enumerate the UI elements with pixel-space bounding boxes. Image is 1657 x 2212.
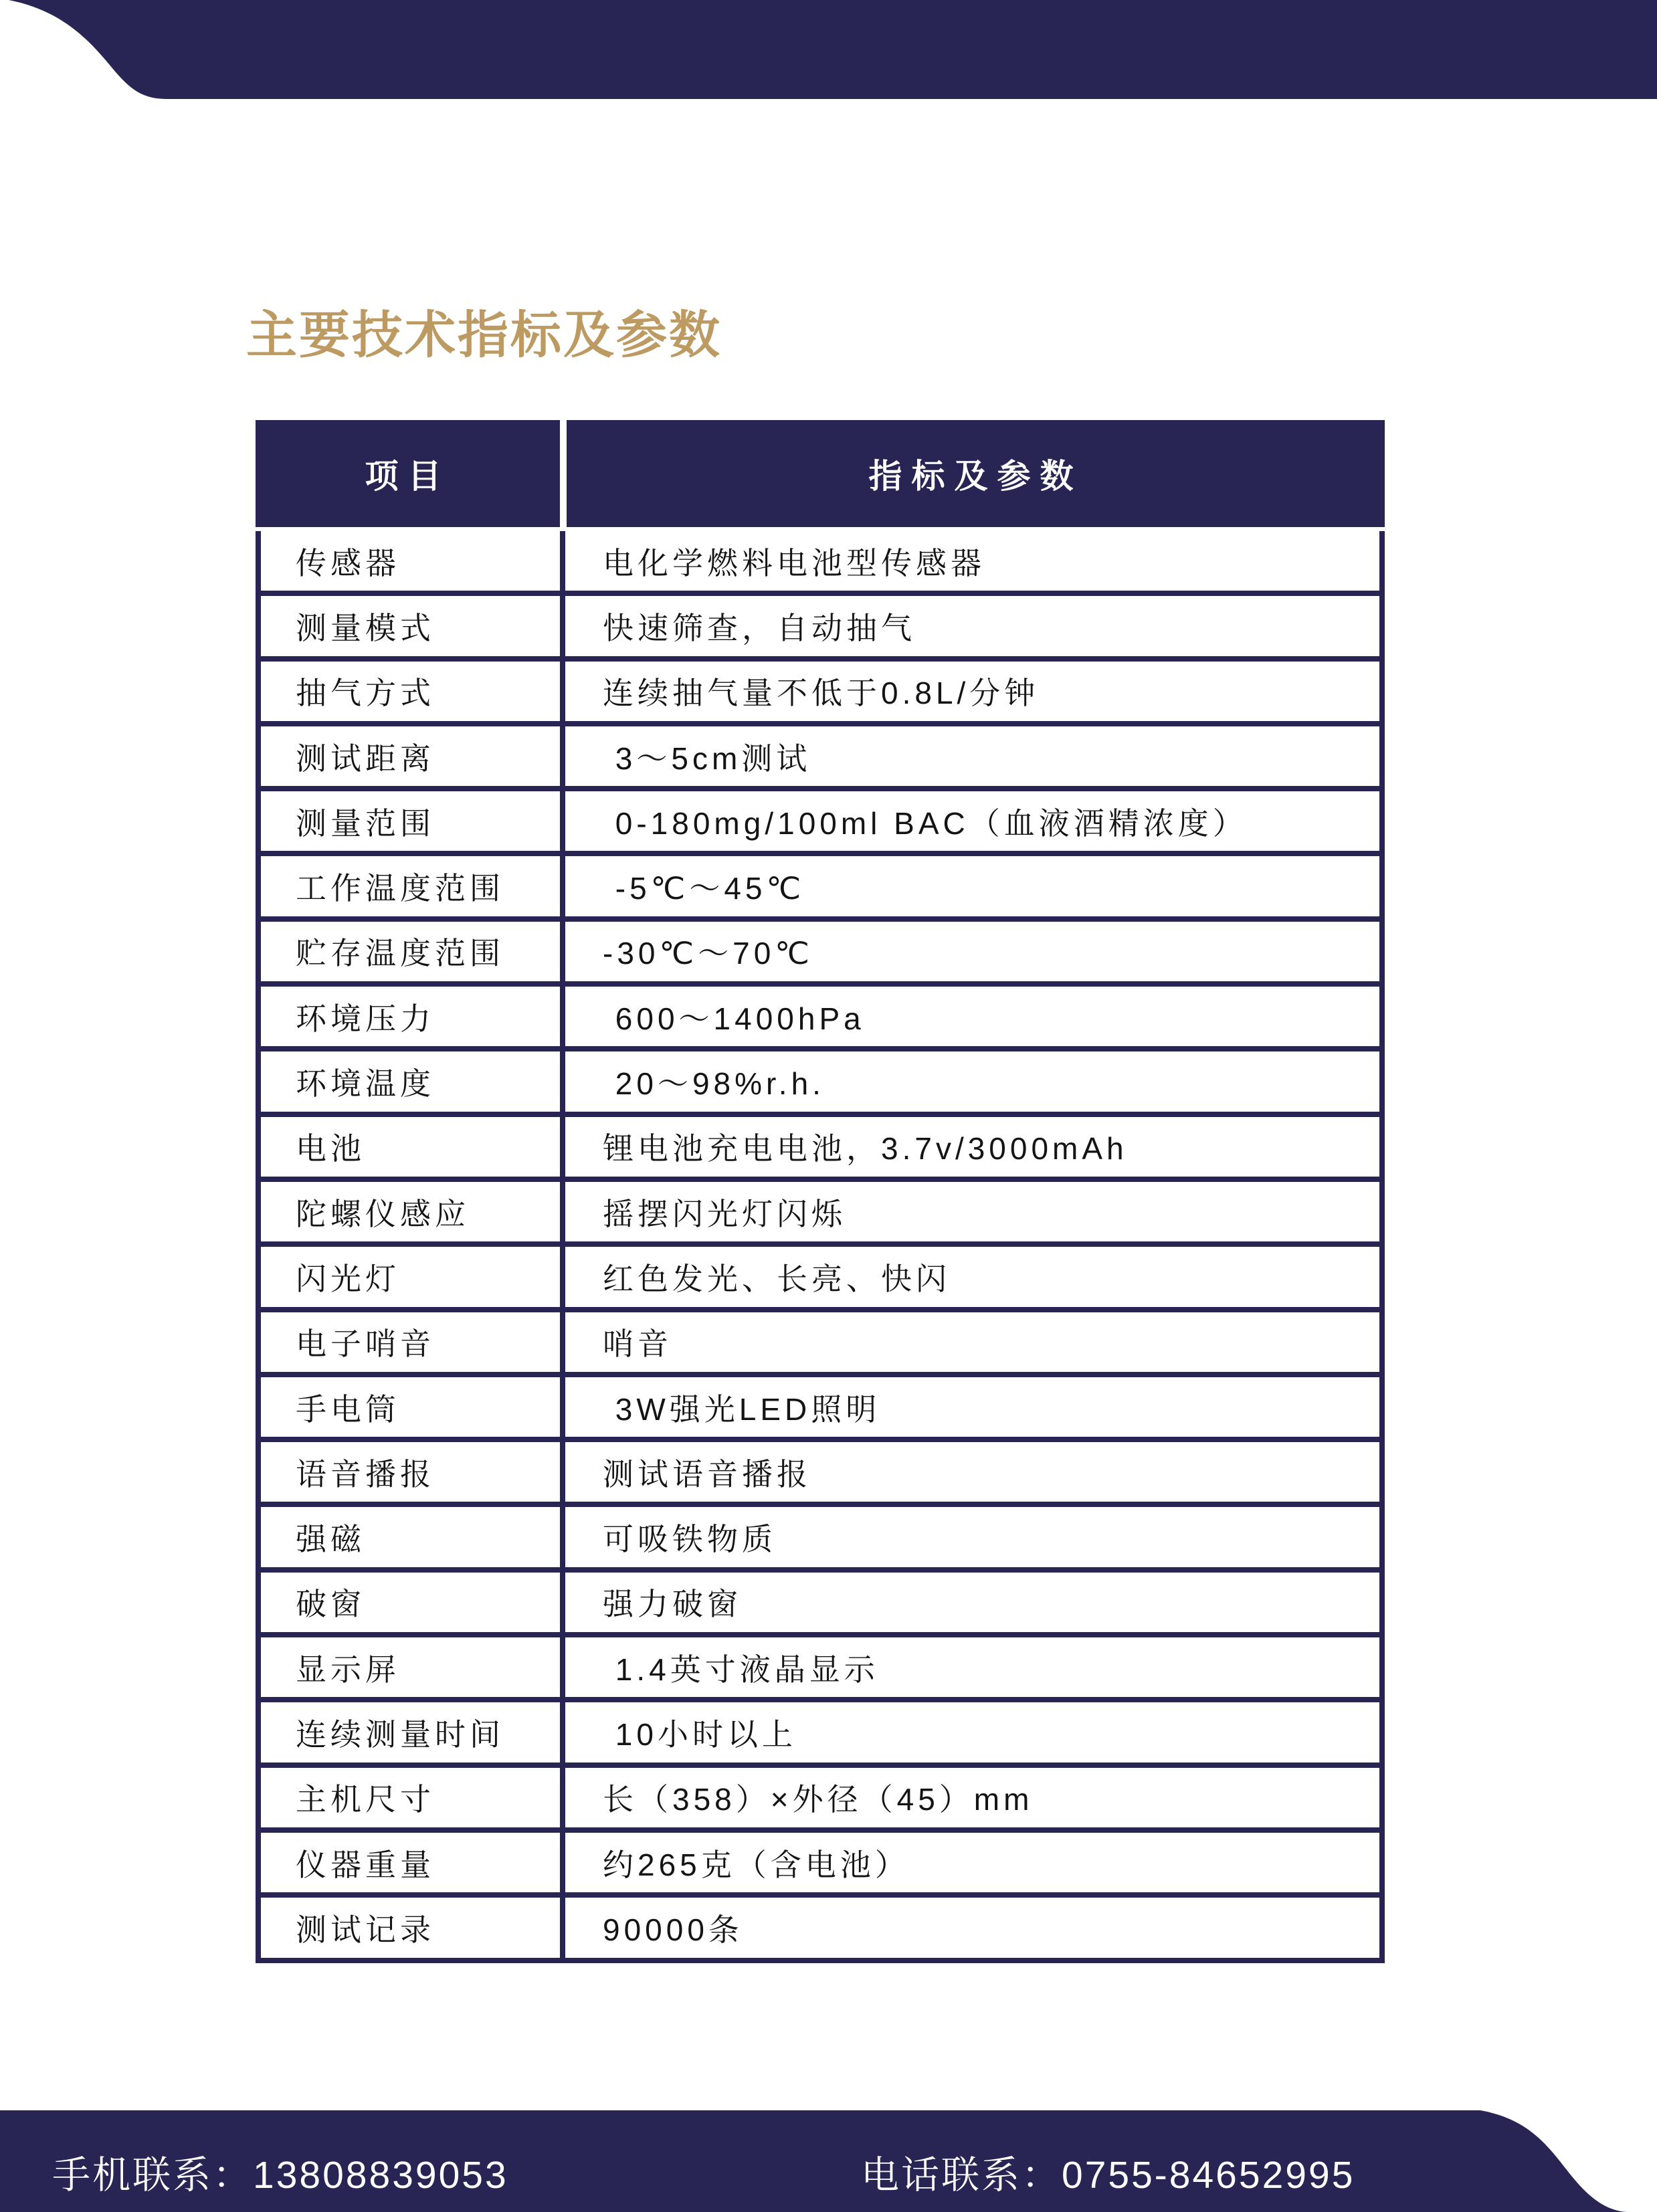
page-title: 主要技术指标及参数 [246,307,722,364]
spec-item-cell: 传感器 [296,545,400,581]
spec-item-cell: 电池 [296,1131,365,1167]
row-column-divider [560,987,565,1046]
spec-value-cell: -5℃～45℃ [603,871,805,906]
row-column-divider [560,1573,565,1632]
spec-value-cell: 3W强光LED照明 [603,1391,881,1427]
table-row [261,1051,1379,1116]
footer-phone-label: 电话联系： [861,2154,1062,2197]
spec-item-cell: 显示屏 [296,1651,400,1687]
row-column-divider [560,922,565,981]
header-wave-decoration [0,0,1657,99]
spec-item-cell: 仪器重量 [296,1847,435,1882]
spec-table [256,420,1385,1963]
table-row [261,1247,1379,1312]
spec-value-cell: 90000条 [603,1912,743,1947]
spec-item-cell: 陀螺仪感应 [296,1196,470,1231]
spec-value-cell: 红色发光、长亮、快闪 [603,1261,951,1296]
spec-item-cell: 主机尺寸 [296,1782,435,1817]
footer-mobile-contact [52,2144,508,2199]
row-column-divider [560,1702,565,1762]
spec-value-cell: 测试语音播报 [603,1456,811,1492]
spec-item-cell: 抽气方式 [296,676,435,711]
footer-phone-number: 0755-84652995 [1062,2154,1355,2197]
row-column-divider [560,1768,565,1827]
row-column-divider [560,856,565,916]
spec-value-cell: 20～98%r.h. [603,1066,825,1102]
row-column-divider [560,1377,565,1437]
spec-item-cell: 测量模式 [296,610,435,645]
spec-item-cell: 语音播报 [296,1456,435,1492]
row-column-divider [560,1182,565,1241]
row-column-divider [560,1507,565,1567]
spec-item-cell: 环境压力 [296,1001,435,1036]
header-column-divider [560,420,567,527]
table-header-row [256,420,1385,527]
footer-mobile-label: 手机联系： [52,2154,253,2197]
spec-item-cell: 强磁 [296,1522,365,1557]
spec-value-cell: 10小时以上 [603,1716,797,1752]
table-row [261,922,1379,987]
row-column-divider [560,1247,565,1306]
row-column-divider [560,726,565,786]
spec-item-cell: 闪光灯 [296,1261,400,1296]
spec-value-cell: 强力破窗 [603,1587,742,1622]
spec-item-cell: 测试记录 [296,1912,435,1947]
row-column-divider [560,1637,565,1697]
spec-value-cell: 电化学燃料电池型传感器 [603,545,985,581]
spec-item-cell: 电子哨音 [296,1326,435,1362]
spec-value-cell: 锂电池充电电池，3.7v/3000mAh [603,1131,1128,1167]
spec-item-cell: 测量范围 [296,805,435,841]
row-column-divider [560,1117,565,1177]
row-column-divider [560,1312,565,1372]
table-row [261,856,1379,921]
row-column-divider [560,791,565,851]
spec-item-cell: 环境温度 [296,1066,435,1102]
row-column-divider [560,531,565,591]
spec-value-cell: 3～5cm测试 [603,740,811,776]
row-column-divider [560,1833,565,1892]
table-row [261,1833,1379,1898]
footer-mobile-number: 13808839053 [253,2154,508,2197]
spec-item-cell: 手电筒 [296,1391,400,1427]
table-row [261,1507,1379,1572]
table-row [261,987,1379,1051]
table-row [261,1898,1379,1957]
spec-value-cell: 600～1400hPa [603,1001,865,1036]
footer-phone-contact [861,2144,1355,2199]
row-column-divider [560,1898,565,1957]
spec-item-cell: 工作温度范围 [296,871,504,906]
table-row [261,1768,1379,1833]
row-column-divider [560,662,565,721]
spec-item-cell: 破窗 [296,1587,365,1622]
table-row [261,791,1379,856]
spec-value-cell: 摇摆闪光灯闪烁 [603,1196,846,1231]
spec-value-cell: 约265克（含电池） [603,1847,910,1882]
row-column-divider [560,596,565,656]
spec-item-cell: 贮存温度范围 [296,936,504,971]
spec-item-cell: 测试距离 [296,740,435,776]
spec-value-cell: 连续抽气量不低于0.8L/分钟 [603,676,1040,711]
table-row [261,596,1379,661]
table-row [261,1702,1379,1767]
spec-value-cell: -30℃～70℃ [603,936,813,971]
spec-value-cell: 可吸铁物质 [603,1522,777,1557]
spec-item-cell: 连续测量时间 [296,1716,504,1752]
table-row [261,1442,1379,1507]
spec-value-cell: 哨音 [603,1326,672,1362]
table-row [261,726,1379,791]
spec-value-cell: 长（358）×外径（45）mm [603,1782,1034,1817]
spec-value-cell: 1.4英寸液晶显示 [603,1651,879,1687]
row-column-divider [560,1051,565,1111]
table-row [261,662,1379,726]
column-header-item: 项目 [365,458,451,495]
table-row [261,1182,1379,1247]
column-header-value: 指标及参数 [868,458,1083,495]
spec-value-cell: 快速筛查，自动抽气 [603,610,916,645]
table-row [261,1573,1379,1637]
spec-value-cell: 0-180mg/100ml BAC（血液酒精浓度） [603,805,1248,841]
table-row [261,1312,1379,1377]
table-row [261,531,1379,596]
table-row [261,1377,1379,1442]
table-row [261,1637,1379,1702]
table-row [261,1117,1379,1182]
table-body [256,531,1385,1963]
row-column-divider [560,1442,565,1502]
